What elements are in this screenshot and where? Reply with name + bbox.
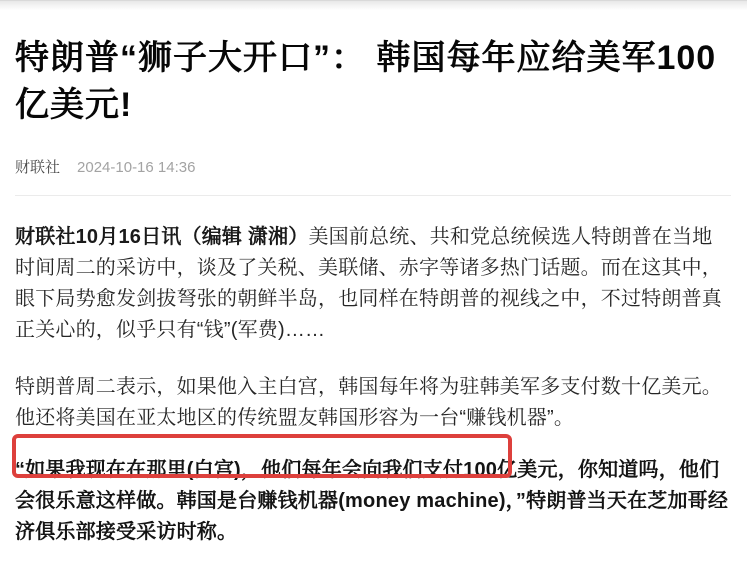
byline-divider <box>15 195 731 196</box>
article-title: 特朗普“狮子大开口”： 韩国每年应给美军100亿美元! <box>15 39 717 124</box>
publish-timestamp: 2024-10-16 14:36 <box>77 159 196 176</box>
byline <box>15 156 731 177</box>
paragraph-quote: “如果我现在在那里(白宫)，他们每年会向我们支付100亿美元，你知道吗，他们会很乐意这样做。韩国是台赚钱机器(money machine)，”特朗普当天在芝加哥经济俱乐部接受采访时称。 <box>15 459 729 543</box>
source-name[interactable]: 财联社 <box>15 159 61 176</box>
paragraph-intro-text: 美国前总统、共和党总统候选人特朗普在当地时间周二的采访中，谈及了关税、美联储、赤字等诸多热门话题。而在这其中，眼下局势愈发剑拔弩张的朝鲜半岛，也同样在特朗普的视线之中，不过特朗普真正关心的，似乎只有“钱”(军费)…… <box>15 226 722 341</box>
paragraph-intro <box>15 222 731 346</box>
article-content <box>0 10 747 548</box>
paragraph-statement: 特朗普周二表示，如果他入主白宫，韩国每年将为驻韩美军多支付数十亿美元。他还将美国在亚太地区的传统盟友韩国形容为一台“赚钱机器”。 <box>15 376 722 429</box>
paragraph-intro-lead: 财联社10月16日讯（编辑 潇湘） <box>15 226 309 248</box>
top-chrome-edge <box>0 0 747 10</box>
